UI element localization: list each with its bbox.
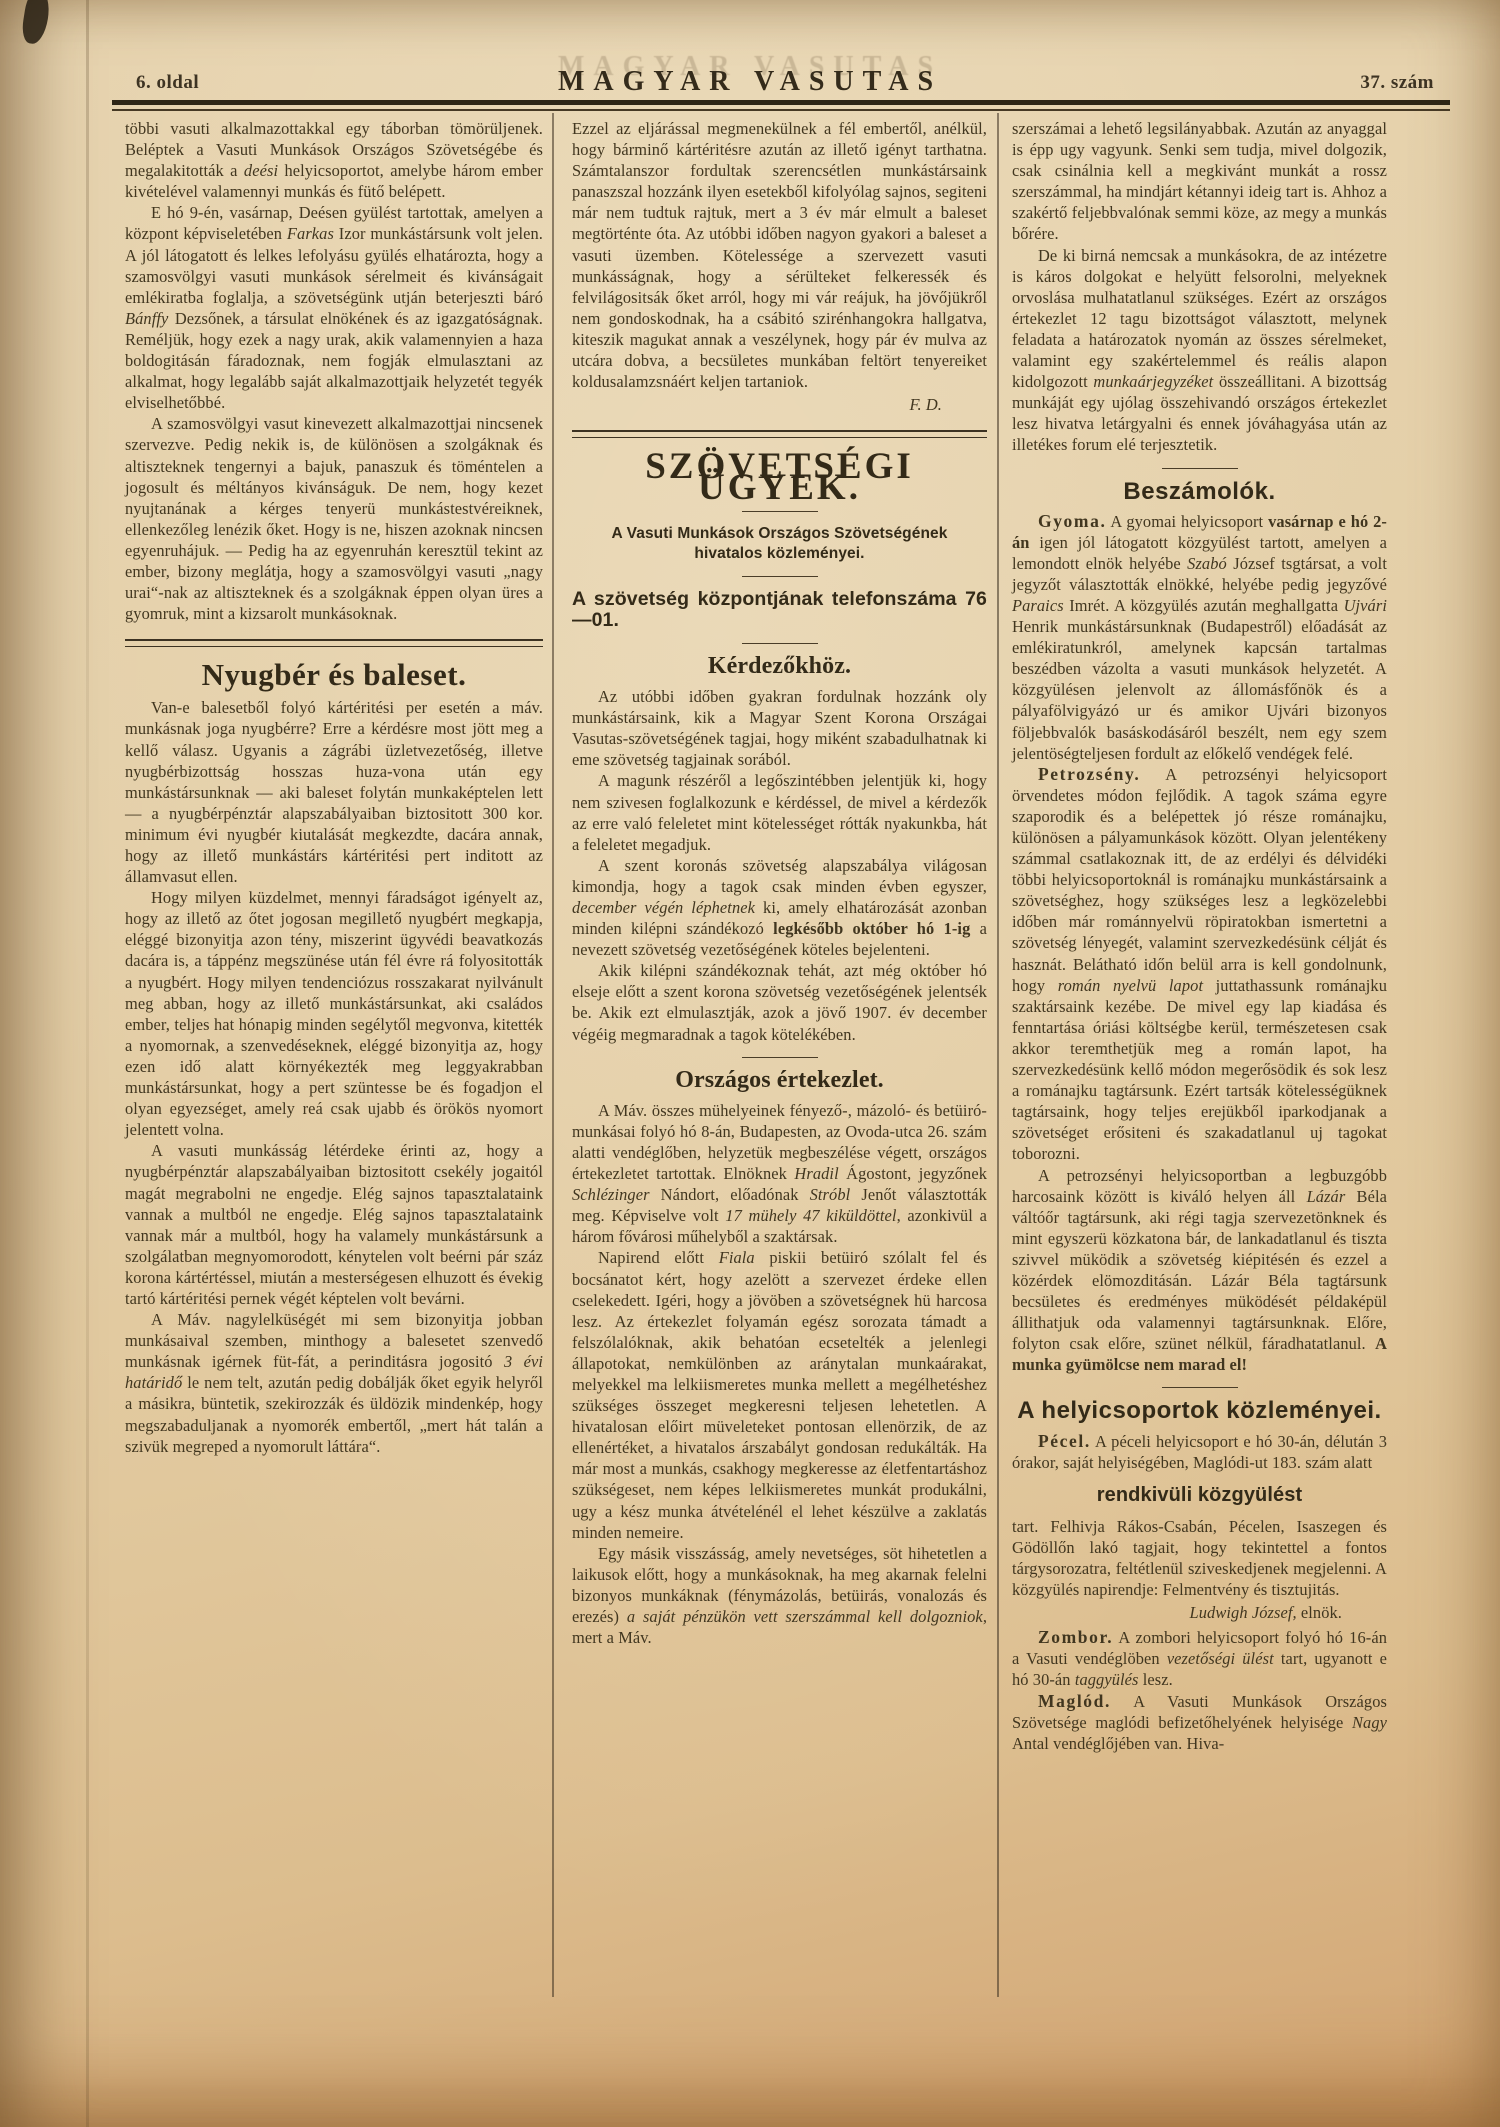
paragraph: Zombor. A zombori helyicsoport folyó hó 16-án a Vasuti vendéglöben vezetőségi ülést tart, ugyanott e hó 30-án taggyülés lesz. [1012, 1627, 1388, 1690]
paragraph: A szent koronás szövetség alapszabálya világosan kimondja, hogy a tagok csak minden évben egyszer, december végén léphetnek ki, amely elhatározását azonban minden kilépni szándékozó legkésőbb október hó 1-ig a nevezett szövetség vezetőségének köteles bejelenteni. [572, 855, 987, 960]
paragraph: A petrozsényi helyicsoportban a legbuzgóbb harcosaink között is kiváló helyen áll Lázár Béla váltóőr tagtársunk, aki régi tagja szervezetönknek és mint egyszerü közkatona bár, de lankadatlanul és tiszta szivvel müködik a szövetség kiépitésén és ezzel a közérdek elömozditásán. Lázár Béla tagtársunk becsületes és eredményes müködését példaképül állithatjuk oda valamennyi tagtársunknak. Előre, folyton csak előre, szünet nélkül, fáradhatatlanul. A munka gyümölcse nem marad el! [1012, 1165, 1387, 1375]
paragraph: tart. Felhivja Rákos-Csabán, Pécelen, Isaszegen és Gödöllőn lakó tagjait, hogy tekintettel a fontos tárgysorozatra, feltétlenül sziveskedjenek megjelenni. A közgyülés napirendje: Felmentvény és tisztujitás. [1012, 1516, 1387, 1600]
paragraph-lead: Petrozsény. [1038, 763, 1141, 784]
phone-notice: A szövetség központjának telefonszáma 76—01. [572, 587, 987, 631]
paragraph-lead: Maglód. [1038, 1690, 1111, 1711]
paragraph: Hogy milyen küzdelmet, mennyi fáradságot igényelt az, hogy az illető az őtet jogosan megillető nyugbért megkapja, eléggé bizonyitja azon tény, miszerint ügyvédi beavatkozás dacára is, a táppénz megszünése után fél évre rá folyositották a nyugbért. Hogy milyen tendenciózus rosszakarat nyilvánult meg abban, hogy az illető munkástársunkat, aki családos ember, teljes hat hónapig minden segélytől megvonva, kitették a nyomornak, a szenvedéseknek, eléggé bizonyitja az, hogy ezen idő alatt környékezték meg leggyakrabban munkástársunkat, hogy a pert szüntesse be és fogadjon el olyan egyezséget, amely reá csak ujabb és örökös nyomort jelentett volna. [125, 888, 543, 1140]
paragraph-lead: Gyoma. [1038, 510, 1107, 531]
paragraph: Van-e balesetből folyó kártéritési per esetén a máv. munkásnak joga nyugbérre? Erre a kérdésre most jött meg a kellő válasz. Ugyanis a zágrábi üzletvezetőség, illetve nyugbérbizottság hosszas huza-vona után egy munkástársunknak — aki baleset folytán munkaképtelen lett — a nyugbérpénztár alapszabályaiban biztositott 300 kor. minimum évi nyugbér kiutalását megkezdte, dacára annak, hogy az illető munkástárs kártéritési pert inditott az államvasut ellen. [125, 698, 543, 887]
column-separator [997, 113, 999, 1997]
paragraph: A vasuti munkásság létérdeke érinti az, hogy a nyugbérpénztár alapszabályaiban biztositott csekély jogaitól magát megrabolni ne engedje. Elég sajnos tapasztalataink vannak a multból ne engedje. Elég sajnos tapasztalataink vannak már a multból, hogy ha valamely munkástársunk a szolgálatban megnyomorodott, kénytelen volt beérni pár száz korona kártértéssel, miután a mesterségesen elhuzott és évekig tartó kártéritési pernek végét képtelen volt bevárni. [125, 1141, 543, 1308]
paragraph-lead: Pécel. [1038, 1430, 1091, 1451]
paragraph: Az utóbbi időben gyakran fordulnak hozzánk oly munkástársaink, kik a Magyar Szent Korona Országai Vasutas-szövetségének tagjai, hogy miként szabadulhatnak ki eme szövetség tagjainak sorából. [572, 687, 987, 770]
issue-number-label: 37. szám [1360, 72, 1434, 93]
heading-orszagos-ertekezlet: Országos értekezlet. [675, 1066, 884, 1093]
paragraph: E hó 9-én, vasárnap, Deésen gyülést tartottak, amelyen a központ képviseletében Farkas Izor munkástársunk volt jelen. A jól látogatott és lelkes lefolyásu gyülés elhatározta, hogy a szamosvölgyi vasuti munkások sérelmeit és kivánságait emlékiratba foglalja, a szövetségünk utján beterjeszti báró Bánffy Dezsőnek, a társulat elnökének és az igazgatóságnak. Reméljük, hogy ezek a nagy urak, akik valamennyien a haza boldogitásán fáradoznak, nem fogják elmulasztani az alkalmat, hogy legalább saját alkalmazottjaik helyzetét tegyék elviselhetőbbé. [125, 203, 543, 413]
masthead-title: MAGYAR VASUTAS [557, 66, 943, 97]
paragraph: Akik kilépni szándékoznak tehát, azt még október hó elseje előtt a szent korona szövetség vezetőségének jelentsék be. Akik ezt elmulasztják, azok a jövő 1907. év december végéig megmaradnak a tagok kötelékében. [572, 961, 987, 1044]
heading-kerdezokhoz: Kérdezőkhöz. [707, 652, 852, 679]
column-separator [552, 113, 554, 1997]
divider-rule [742, 643, 818, 644]
divider-rule [1162, 1387, 1238, 1388]
divider-rule [742, 1057, 818, 1058]
paragraph: Gyoma. A gyomai helyicsoport vasárnap e hó 2-án igen jól látogatott közgyülést tartott, amelyen a lemondott elnök helyébe Szabó József tsgtársat, a volt jegyzőt választották elnökké, helyébe pedig jegyzővé Paraics Imrét. A közgyülés azután meghallgatta Ujvári Henrik munkástársunknak (Budapestről) előadását az emlékiratunkról, amelynek kapcsán tartalmas beszédben vázolta a vasuti munkások helyzetét. A közgyülésen jelenvolt az állomásfőnök és a pályafölvigyázó ur és amikor Ujvári bizonyos följebbvalók basáskodásáról beszélt, nem egy szem jelentöségteljesen fordult az előkelő vendégek felé. [1012, 510, 1387, 763]
double-rule [125, 639, 543, 647]
divider-rule [742, 511, 818, 512]
signature-f-d: F. D. [909, 395, 942, 415]
paragraph: De ki birná nemcsak a munkásokra, de az intézetre is káros dolgokat e helyütt felsorolni, melyeknek orvoslása mulhatatlanul szükséges. Ezért az országos értekezlet 12 tagu bizottságot választott, melynek feladata a határozatok nyomán az összes sérelmeket, valamint egy szakértelemmel és reális alapon kidolgozott munkaárjegyzéket összeállitani. A bizottság munkáját egy ujólag összehivandó országos értekezlet lesz hivatva letárgyalni és ennek jóváhagyása után az illetékes forum elé terjesztetik. [1012, 245, 1387, 455]
column-1 [125, 118, 543, 1457]
paragraph: A magunk részéről a legőszintébben jelentjük ki, hogy nem szivesen foglalkozunk e kérdéssel, de mivel a kérdezők az erre való feleletet mint kötelességet rótták nyakunkba, hát a feleletet megadjuk. [572, 771, 987, 854]
heading-helyicsoportok-kozlemenyei: A helyicsoportok közleményei. [1017, 1397, 1382, 1425]
divider-rule [742, 576, 818, 577]
header-rule-thick [112, 100, 1450, 105]
header-rule-thin [112, 109, 1450, 111]
ink-smudge [20, 0, 52, 46]
page-crease [86, 0, 89, 2127]
column-2 [572, 118, 987, 1648]
double-rule [572, 430, 987, 438]
paragraph: többi vasuti alkalmazottakkal egy táborban tömörüljenek. Beléptek a Vasuti Munkások Országos Szövetségébe és megalakitották a deési helyicsoportot, amelybe három ember kivételével valamennyi munkás és fütő belépett. [125, 119, 543, 202]
divider-rule [1162, 468, 1238, 469]
column-3 [1012, 118, 1387, 1754]
paragraph: szerszámai a lehető legsilányabbak. Azután az anyaggal is épp ugy vagyunk. Senki sem tudja, mivel dolgozik, csak csinálnia kell a megkivánt munkát a rossz szerszámmal, ha mindjárt kétannyi ideig tart is. Ahhoz a szakértő feljebbvalónak semmi köze, az megy a munkás bőrére. [1012, 119, 1387, 244]
signature-ludwigh-jozsef: Ludwigh József, elnök. [1189, 1603, 1342, 1623]
paragraph: Napirend előtt Fiala piskii betüiró szólalt fel és bocsánatot kért, hogy azelött a szervezet érdeke ellen cselekedett. Igéri, hogy a jövöben a szövetségnek hü harcosa lesz. Az értekezlet folyamán egész sorozata támadt a felszólalóknak, akik behatóan ecsetelték a jelenlegi állapotokat, nemkülönben az aránytalan munkaárakat, melyekkel ma lelkiismeretes munka mellett a megélhetéshez szükséges összeget megkeresni teljesen lehetetlen. A hivatalosan előirt müveleteket pontosan ellenörzik, de az ellenértéket, a hivatalos árszabályt gondosan redukálták. Ha már most a munkás, csakhogy megkeresse az életfentartáshoz szükségeset, nem képes lelkiismeretes munkát produkálni, ugy a kész munka átvételénél el lehet készülve a zaklatás minden nemeire. [572, 1248, 988, 1542]
paragraph: Egy másik visszásság, amely nevetséges, söt hihetetlen a laikusok előtt, hogy a munkásoknak, ha meg akarnak felelni bizonyos munkáknak (fénymázolás, betüirás, vonalozás és erezés) a saját pénzükön vett szerszámmal kell dolgozniok, mert a Máv. [572, 1543, 988, 1648]
subheading-rendkivuli-kozgyulest: rendkivüli közgyülést [1096, 1483, 1303, 1506]
paragraph: A szamosvölgyi vasut kinevezett alkalmazottjai nincsenek szervezve. Pedig nekik is, de különösen a szolgáknak és altiszteknek tengernyi a bajuk, panaszuk és töméntelen a jogosult és méltányos kivánságuk. De nem, hogy kezet nyujtanának a kérges tenyerü munkástestvéreiknek, ellenkezőleg lenézik őket. Hogy is ne, hiszen azoknak nincsen egyenruhájuk. — Pedig ha az egyenruhán keresztül tekint az ember, bizony meglátja, hogy a szamosvölgyi vasuti „nagy urai“-nak az altiszteknek és a szolgáknak éppen olyan üres a gyomruk, mint a kizsarolt munkásoknak. [125, 414, 543, 624]
paragraph-lead: Zombor. [1038, 1627, 1114, 1648]
paragraph: Maglód. A Vasuti Munkások Országos Szövetsége maglódi befizetőhelyének helyisége Nagy Antal vendéglőjében van. Hiva- [1012, 1690, 1387, 1753]
section-title-szovetsegi-ugyek: SZÖVETSÉGI ÜGYEK. [645, 446, 914, 509]
official-subtitle: A Vasuti Munkások Országos Szövetségének hivatalos közleményei. [611, 524, 948, 562]
paragraph: Pécel. A péceli helyicsoport e hó 30-án, délután 3 órakor, saját helyiségében, Maglódi-ut 183. szám alatt [1012, 1430, 1387, 1472]
paragraph: A Máv. nagylelküségét mi sem bizonyitja jobban munkásaival szemben, minthogy a balesetet szenvedő munkásnak igérnek füt-fát, a perinditásra jogositó 3 évi határidő le nem telt, azután pedig dobálják őket egyik helyről a másikra, büntetik, szekirozzák és üldözik mindenkép, hogy megszabaduljanak a nyomorék embertől, „mert hát talán a szivük megreped a nyomorult láttára“. [125, 1310, 543, 1456]
heading-nyugber-es-baleset: Nyugbér és baleset. [201, 657, 467, 693]
page-number-label: 6. oldal [136, 72, 200, 93]
heading-beszamolok: Beszámolók. [1123, 477, 1276, 505]
paragraph: Petrozsény. A petrozsényi helyicsoport örvendetes módon fejlődik. A tagok száma egyre szaporodik és a belépettek jó része románajku, különösen a pályamunkások között. Olyan jelentékeny számmal csatlakoznak itt, de az erdélyi és délvidéki többi helyicsoportoknál is románajku munkástársaink a szövetséghez, hogy szükséges lesz a legközelebbi időben már románnyelvü röpiratokban ismertetni a szövetség lényegét, valamint szervezkedésünk célját és hasznát. Belátható időn belül arra is kell gondolnunk, hogy román nyelvü lapot juttathassunk románajku szaktársaink kezébe. De mivel egy lap kiadása és fenntartása óriási költségbe kerül, természetesen csak akkor teremthetjük meg a román lapot, ha szervezkedésünk kellő módon megerősödik és sok lesz a románajku tagtársunk. Ezért tartsák kötelességüknek tagtársaink, hogy teljes erejükből iparkodjanak a szövetséget erősiteni és szakadatlanul uj tagokat toborozni. [1012, 763, 1387, 1164]
paragraph: A Máv. összes mühelyeinek fényező-, mázoló- és betüiró-munkásai folyó hó 8-án, Budapesten, az Ovoda-utca 26. szám alatti vendéglőben, helyzetük megbeszélése végett, országos értekezletet tartottak. Elnöknek Hradil Ágostont, jegyzőnek Schlézinger Nándort, előadónak Stróbl Jenőt választották meg. Képviselve volt 17 mühely 47 kiküldöttel, azonkivül a három fővárosi műhelyből a szaktársak. [572, 1100, 987, 1247]
paragraph: Ezzel az eljárással megmenekülnek a fél embertől, anélkül, hogy bárminő kártéritésre azután az illető igényt tarthatna. Számtalanszor fordultak szerencsétlen munkástársaink panaszszal hozzánk ilyen esetekből kifolyólag sajnos, segiteni már nem tudtuk rajtuk, mert a 3 év már elmult a baleset megtörténte óta. Az utóbbi időben nagyon gyakori a baleset a vasuti üzemben. Kötelessége a szervezett vasuti munkásságnak, hogy a sérülteket felkeressék és felvilágositsák őket arról, hogy mi vár reájuk, ha jövőjükről nem gondoskodnak, ha a csábitó szirénhangokra hallgatva, kiteszik magukat annak a veszélynek, hogy pár év mulva az utcára dobva, a becsületes munkában feltört tenyereiket koldusalamzsnáért keljen tartaniok. [572, 119, 987, 392]
